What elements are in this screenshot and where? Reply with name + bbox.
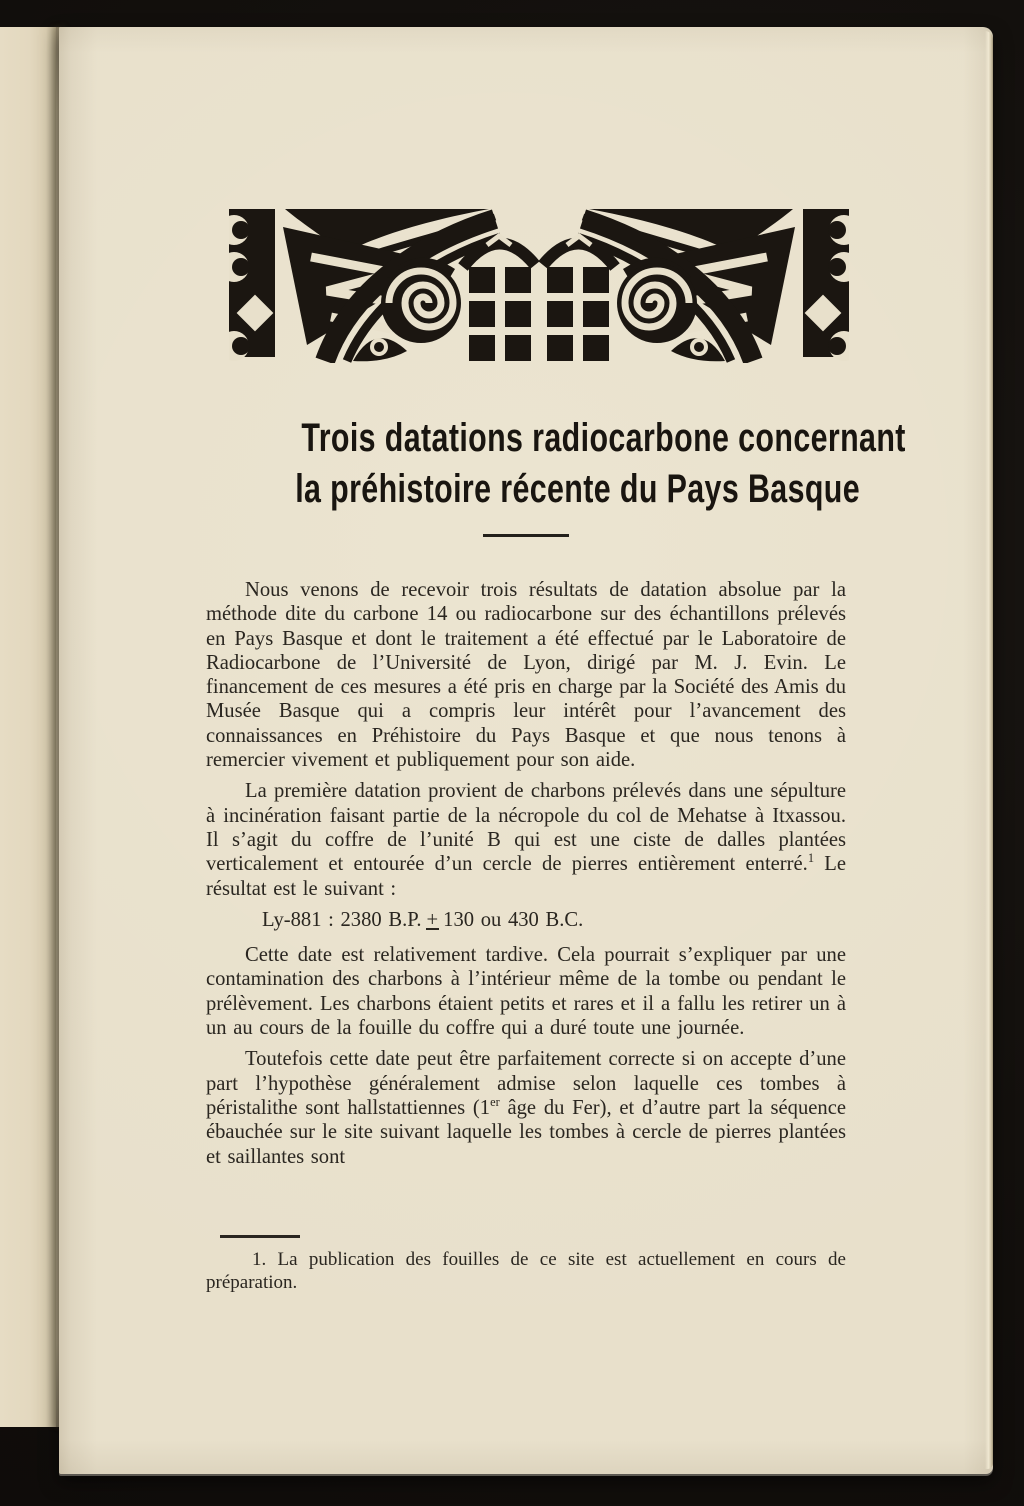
paragraph-3: Cette date est relativement tardive. Cela pourrait s’expliquer par une contamination des charbons à l’intérieur même de la tombe ou pendant le prélèvement. Les charbons étaient petits et rares et il a fallu les retirer un à un au cours de la fouille du coffre qui a duré toute une journée. [206,944,846,1040]
date-prefix: Ly-881 : 2380 B.P. [262,908,422,931]
basque-ornament-band [229,203,849,363]
facing-page-edge [0,27,59,1427]
article-title [206,413,906,515]
book-page [59,27,993,1474]
title-divider-rule [483,534,569,537]
footnote-rule [220,1235,300,1238]
article-body [206,578,846,1176]
paragraph-2: La première datation provient de charbons prélevés dans une sépulture à incinération faisant partie de la nécropole du col de Mehatse à Itxassou. Il s’agit du coffre de l’unité B qui est une ciste de dalles plantées verticalement et entourée d’un cercle de pierres entièrement enterré.$^1$ Le résultat est le suivant : [206,780,847,900]
page-edge-stack [985,31,993,1469]
title-line-2: la préhistoire récente du Pays Basque [295,467,861,511]
paragraph-4: Toutefois cette date peut être parfaitement correcte si on accepte d’une part l’hypothèse généralement admise selon laquelle ces tombes à péristalithe sont hallstattiennes (1er âge du Fer), et d’autre part la séquence ébauchée sur le site suivant laquelle les tombes à cercle de pierres plantées et saillantes sont [206,1048,846,1168]
basque-frieze-icon [229,203,849,363]
radiocarbon-date-line [206,908,846,932]
footnote-area [206,1235,846,1294]
title-line-1: Trois datations radiocarbone concernant [301,416,906,460]
date-suffix: 130 ou 430 B.C. [443,908,584,931]
plus-minus-symbol: + [426,908,439,931]
paragraph-1: Nous venons de recevoir trois résultats de datation absolue par la méthode dite du carbone 14 ou radiocarbone sur des échantillons prélevés en Pays Basque et dont le traitement a été effectué par le Laboratoire de Radiocarbone de l’Université de Lyon, dirigé par M. J. Evin. Le financement de ces mesures a été pris en charge par la Société des Amis du Musée Basque qui a compris leur intérêt pour l’avancement des connaissances en Préhistoire du Pays Basque et que nous tenons à remercier vivement et publiquement pour son aide. [206,579,846,772]
footnote-text: 1. La publication des fouilles de ce site est actuellement en cours de préparation. [206,1248,846,1293]
